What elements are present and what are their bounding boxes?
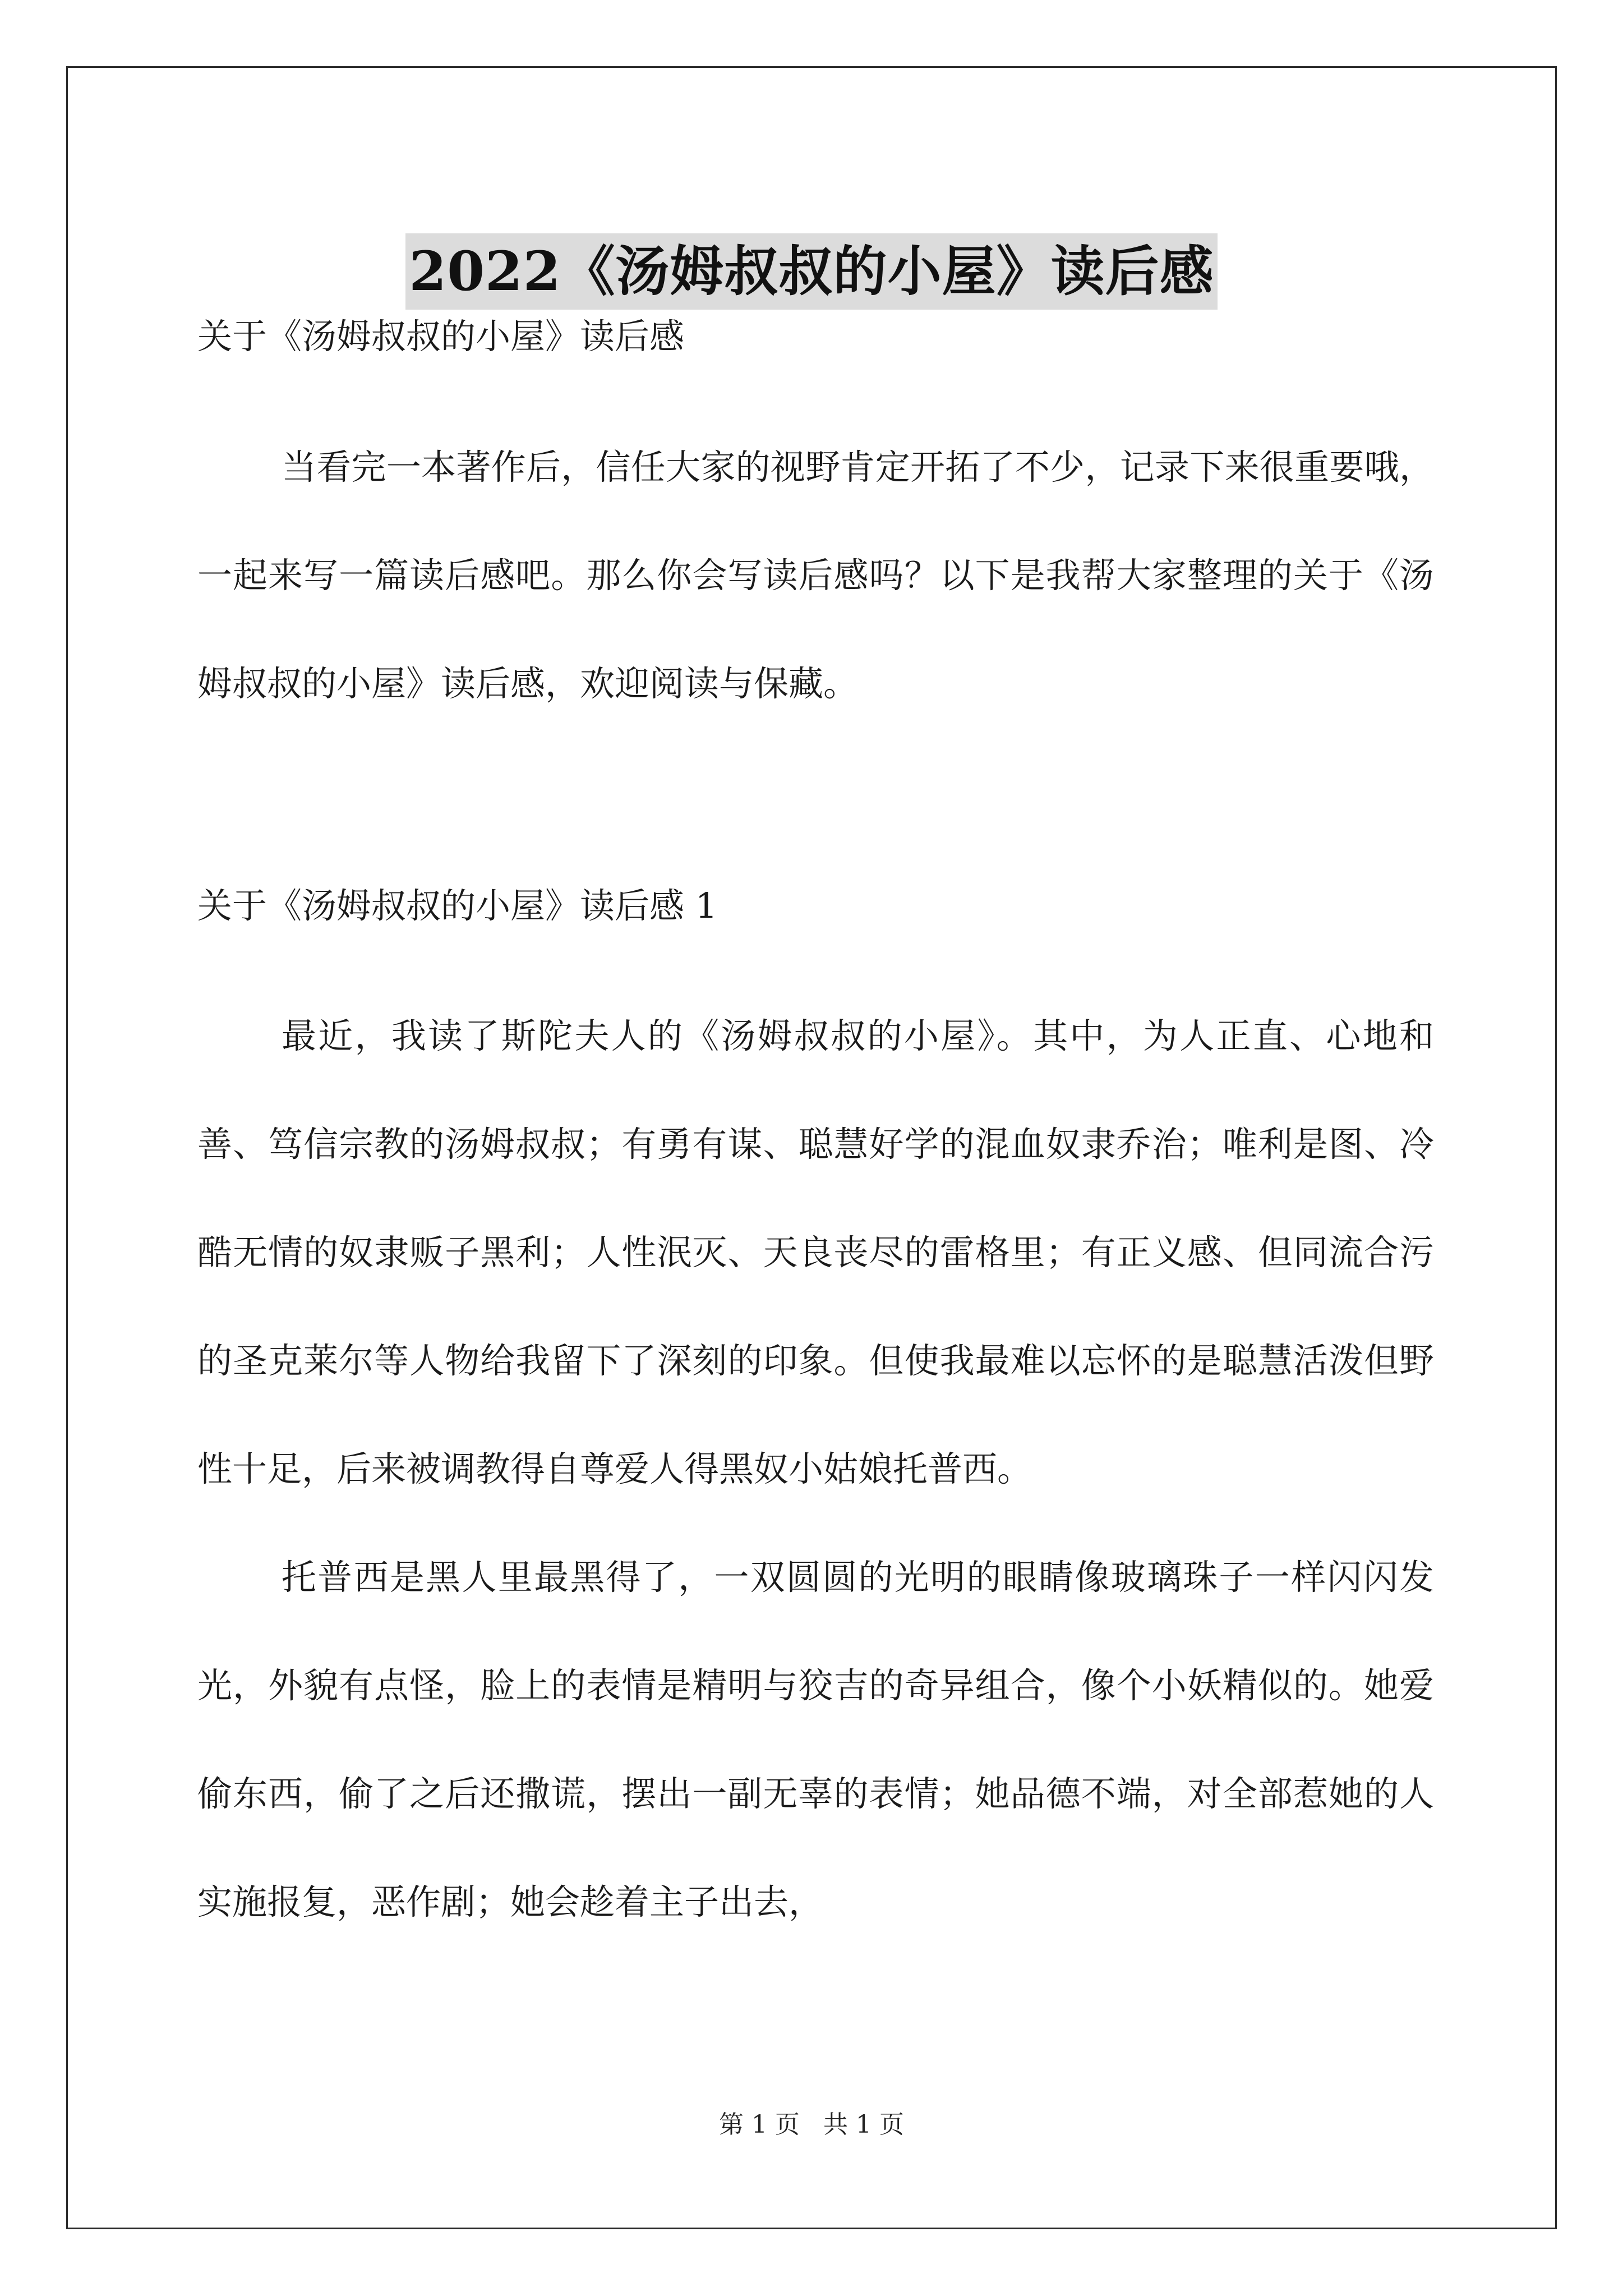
paragraph: 托普西是黑人里最黑得了，一双圆圆的光明的眼睛像玻璃珠子一样闪闪发光，外貌有点怪，脸上的表情是精明与狡吉的奇异组合，像个小妖精似的。她爱偷东西，偷了之后还撒谎，摆出一副无辜的表情；她品德不端，对全部惹她的人实施报复，恶作剧；她会趁着主子出去， [197, 1557, 1434, 1922]
section-heading: 关于《汤姆叔叔的小屋》读后感 [197, 316, 685, 357]
paragraph: 最近，我读了斯陀夫人的《汤姆叔叔的小屋》。其中，为人正直、心地和善、笃信宗教的汤姆叔叔；有勇有谋、聪慧好学的混血奴隶乔治；唯利是图、冷酷无情的奴隶贩子黑利；人性泯灭、天良丧尽的雷格里；有正义感、但同流合污的圣克莱尔等人物给我留下了深刻的印象。但使我最难以忘怀的是聪慧活泼但野性十足，后来被调教得自尊爱人得黑奴小姑娘托普西。 [197, 1015, 1434, 1489]
page-footer: 第 1 页 共 1 页 [719, 2110, 904, 2139]
paragraph: 当看完一本著作后，信任大家的视野肯定开拓了不少，记录下来很重要哦，一起来写一篇读后感吧。那么你会写读后感吗？以下是我帮大家整理的关于《汤姆叔叔的小屋》读后感，欢迎阅读与保藏。 [197, 447, 1434, 704]
section-heading: 关于《汤姆叔叔的小屋》读后感 1 [197, 885, 718, 926]
document-title: 2022《汤姆叔叔的小屋》读后感 [405, 233, 1217, 310]
document-body [197, 314, 1434, 1956]
